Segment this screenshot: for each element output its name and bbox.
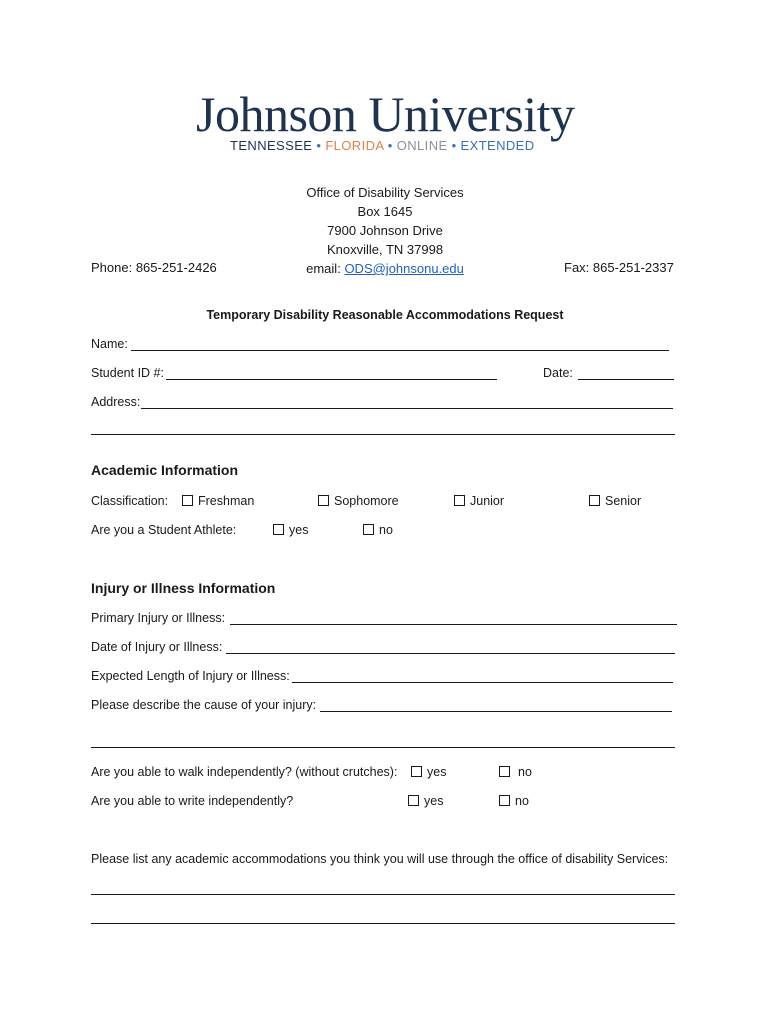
option-sophomore[interactable]: Sophomore bbox=[318, 493, 399, 509]
athlete-label: Are you a Student Athlete: bbox=[91, 523, 237, 537]
walk-yes[interactable]: yes bbox=[411, 764, 446, 780]
tagline-separator: • bbox=[387, 138, 393, 153]
address-label: Address: bbox=[91, 395, 141, 409]
injury-cause-field[interactable] bbox=[320, 711, 672, 712]
date-label: Date: bbox=[543, 366, 573, 380]
option-freshman[interactable]: Freshman bbox=[182, 493, 254, 509]
email-label: email: bbox=[306, 261, 341, 276]
injury-cause-label: Please describe the cause of your injury: bbox=[91, 698, 317, 712]
checkbox[interactable] bbox=[182, 495, 193, 506]
athlete-no[interactable]: no bbox=[363, 522, 393, 538]
date-field[interactable] bbox=[578, 379, 674, 380]
office-phone: Phone: 865-251-2426 bbox=[91, 260, 217, 275]
tagline-florida: FLORIDA bbox=[325, 138, 384, 153]
primary-injury-label: Primary Injury or Illness: bbox=[91, 611, 226, 625]
injury-length-label: Expected Length of Injury or Illness: bbox=[91, 669, 290, 683]
office-city: Knoxville, TN 37998 bbox=[326, 242, 444, 257]
office-fax: Fax: 865-251-2337 bbox=[564, 260, 674, 275]
classification-label: Classification: bbox=[91, 494, 169, 508]
university-logo: Johnson University bbox=[196, 86, 575, 142]
office-name: Office of Disability Services bbox=[306, 185, 464, 200]
logo-tagline bbox=[230, 138, 535, 154]
walk-no[interactable]: no bbox=[499, 764, 532, 780]
injury-heading: Injury or Illness Information bbox=[91, 580, 276, 596]
tagline-separator: • bbox=[451, 138, 457, 153]
checkbox[interactable] bbox=[363, 524, 374, 535]
write-yes[interactable]: yes bbox=[408, 793, 443, 809]
injury-length-field[interactable] bbox=[292, 682, 673, 683]
student-id-label: Student ID #: bbox=[91, 366, 164, 380]
tagline-separator: • bbox=[316, 138, 322, 153]
checkbox[interactable] bbox=[499, 766, 510, 777]
student-id-field[interactable] bbox=[166, 379, 497, 380]
name-field[interactable] bbox=[131, 350, 669, 351]
checkbox[interactable] bbox=[454, 495, 465, 506]
form-title: Temporary Disability Reasonable Accommodations Request bbox=[206, 308, 564, 322]
write-no[interactable]: no bbox=[499, 793, 529, 809]
primary-injury-field[interactable] bbox=[230, 624, 677, 625]
injury-date-field[interactable] bbox=[226, 653, 675, 654]
checkbox[interactable] bbox=[318, 495, 329, 506]
tagline-extended: EXTENDED bbox=[460, 138, 535, 153]
accommodations-field-line-1[interactable] bbox=[91, 894, 675, 895]
office-box: Box 1645 bbox=[357, 204, 413, 219]
option-junior[interactable]: Junior bbox=[454, 493, 504, 509]
checkbox[interactable] bbox=[589, 495, 600, 506]
accommodations-field-line-2[interactable] bbox=[91, 923, 675, 924]
accommodations-label: Please list any academic accommodations you think you will use through the office of disability Services: bbox=[91, 852, 669, 866]
checkbox[interactable] bbox=[408, 795, 419, 806]
athlete-yes[interactable]: yes bbox=[273, 522, 308, 538]
checkbox[interactable] bbox=[411, 766, 422, 777]
academic-heading: Academic Information bbox=[91, 462, 239, 478]
injury-cause-field-line-2[interactable] bbox=[91, 747, 675, 748]
email-link[interactable]: ODS@johnsonu.edu bbox=[344, 261, 464, 276]
write-label: Are you able to write independently? bbox=[91, 794, 294, 808]
tagline-tennessee: TENNESSEE bbox=[230, 138, 313, 153]
checkbox[interactable] bbox=[499, 795, 510, 806]
name-label: Name: bbox=[91, 337, 128, 351]
checkbox[interactable] bbox=[273, 524, 284, 535]
tagline-online: ONLINE bbox=[396, 138, 448, 153]
address-field[interactable] bbox=[141, 408, 673, 409]
office-street: 7900 Johnson Drive bbox=[327, 223, 443, 238]
injury-date-label: Date of Injury or Illness: bbox=[91, 640, 223, 654]
option-senior[interactable]: Senior bbox=[589, 493, 641, 509]
address-field-line-2[interactable] bbox=[91, 434, 675, 435]
walk-label: Are you able to walk independently? (without crutches): bbox=[91, 765, 398, 779]
